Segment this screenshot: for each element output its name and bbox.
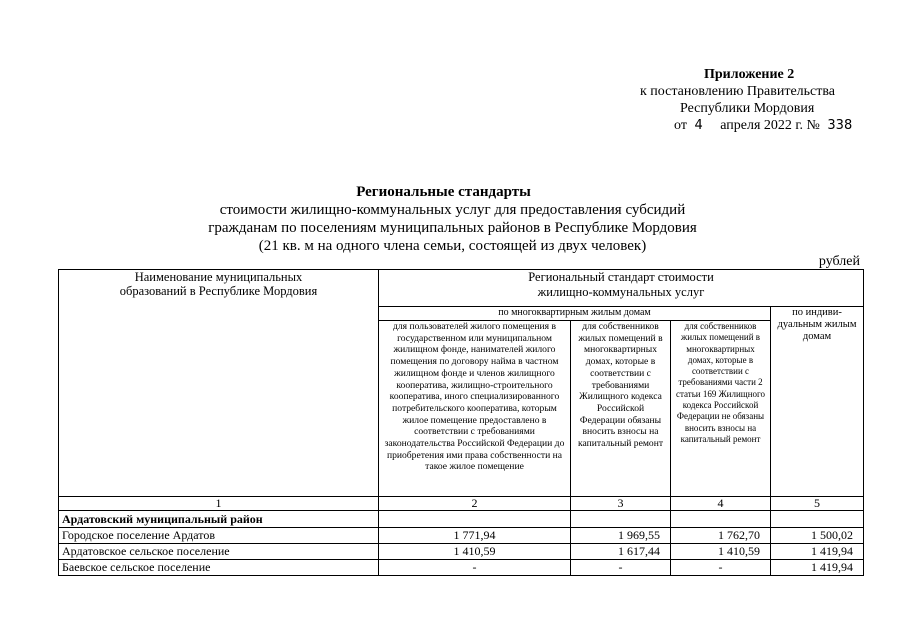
units-label: рублей (818, 254, 860, 269)
value-col2: 1 410,59 (379, 544, 571, 560)
document-heading (0, 183, 905, 255)
settlement-name: Ардатовское сельское поселение (59, 544, 379, 560)
decree-number: 338 (827, 118, 853, 133)
col-number: 2 (379, 497, 571, 511)
value-col5: 1 500,02 (771, 528, 864, 544)
heading-title: Региональные стандарты (356, 184, 531, 200)
appendix-block (620, 66, 880, 134)
settlement-name: Городское поселение Ардатов (59, 528, 379, 544)
value-col3: 1 617,44 (571, 544, 671, 560)
heading-line-4: (21 кв. м на одного члена семьи, состоящей из двух человек) (258, 238, 647, 254)
col-number: 5 (771, 497, 864, 511)
value-col3: - (571, 560, 671, 576)
header-col3-owners-obliged: для собственников жилых помещений в многоквартирных домах, которые в соответствии с требованиями Жилищного кодекса Российской Федерации обязаны вносить взносы на капитальный ремонт (571, 321, 671, 497)
value-col5: 1 419,94 (771, 544, 864, 560)
value-col4: - (671, 560, 771, 576)
header-apartment-buildings: по многоквартирным жилым домам (379, 307, 771, 321)
header-regional-standard: Региональный стандарт стоимости жилищно-коммунальных услуг (379, 270, 864, 307)
col-number: 3 (571, 497, 671, 511)
appendix-line-2: к постановлению Правительства (640, 84, 836, 99)
header-individual-houses: по индиви-дуальным жилым домам (771, 307, 864, 497)
col-number: 4 (671, 497, 771, 511)
header-col4-owners-not-obliged: для собственников жилых помещений в многоквартирных домах, которые в соответствии с требованиями части 2 статьи 169 Жилищного кодекса Российской Федерации не обязаны вносить взносы на капитальный ремонт (671, 321, 771, 497)
value-col4: 1 762,70 (671, 528, 771, 544)
heading-line-2: стоимости жилищно-коммунальных услуг для предоставления субсидий (219, 202, 686, 218)
header-col2-users: для пользователей жилого помещения в государственном или муниципальном жилищном фонде, нанимателей жилого помещения по договору найма в частном жилищном фонде и членов жилищного кооператива, жилищно-строительного кооператива, иного специализированного потребительского кооператива, которым жилое помещение предоставлено в соответствии с требованиями законодательства Российской Федерации до приобретения ими права собственности на такое жилое помещение (379, 321, 571, 497)
table-row (59, 528, 864, 544)
standards-table (58, 269, 864, 576)
region-name: Ардатовский муниципальный район (59, 511, 379, 528)
date-prefix: от (674, 118, 687, 133)
value-col4: 1 410,59 (671, 544, 771, 560)
date-day: 4 (694, 118, 703, 133)
value-col2: 1 771,94 (379, 528, 571, 544)
header-municipality: Наименование муниципальных образований в Республике Мордовия (59, 270, 379, 497)
appendix-title: Приложение 2 (704, 67, 795, 82)
value-col3: 1 969,55 (571, 528, 671, 544)
value-col5: 1 419,94 (771, 560, 864, 576)
col-number: 1 (59, 497, 379, 511)
date-text: апреля 2022 г. № (720, 118, 820, 133)
column-number-row (59, 497, 864, 511)
appendix-date-line (620, 117, 880, 134)
appendix-line-3: Республики Мордовия (680, 101, 815, 116)
heading-line-3: гражданам по поселениям муниципальных районов в Республике Мордовия (208, 220, 697, 236)
value-col2: - (379, 560, 571, 576)
table-row (59, 560, 864, 576)
settlement-name: Баевское сельское поселение (59, 560, 379, 576)
table-row (59, 544, 864, 560)
region-row (59, 511, 864, 528)
